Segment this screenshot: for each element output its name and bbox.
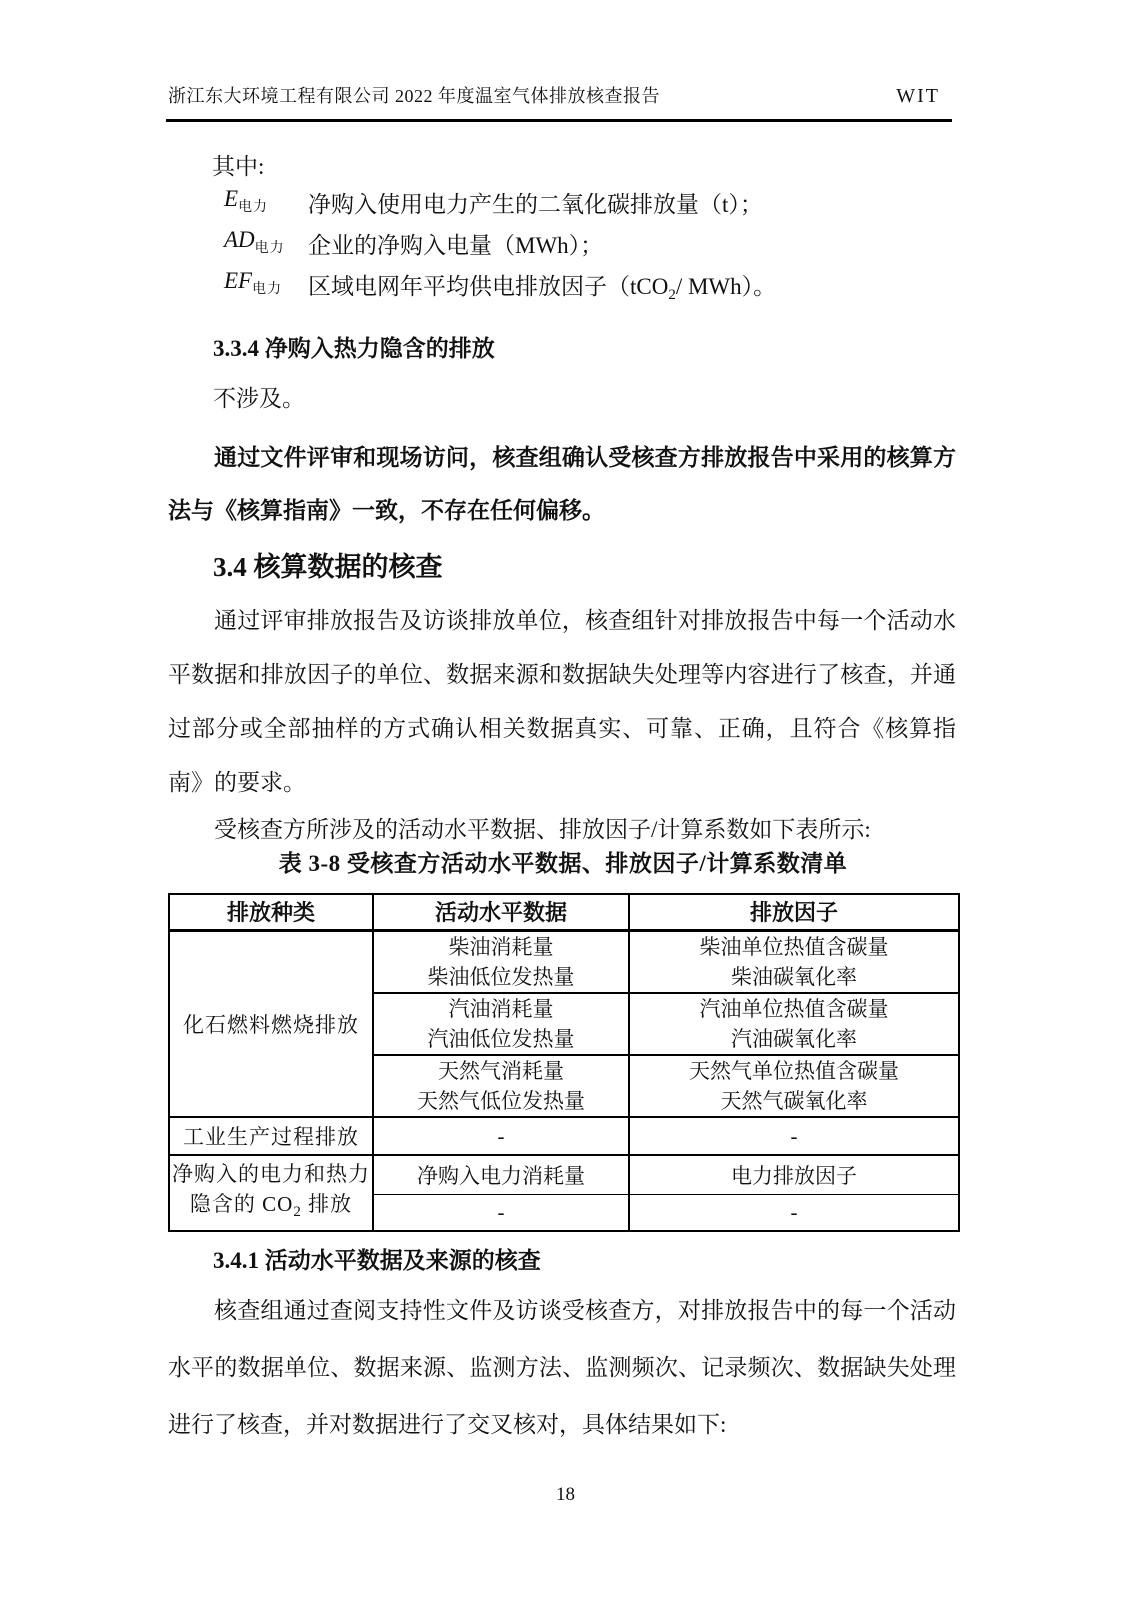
definition-row-ad (168, 227, 956, 259)
header-rule (166, 119, 952, 122)
cell-line: 汽油消耗量 (448, 997, 554, 1021)
table-row (169, 930, 959, 993)
cell-line: 天然气碳氧化率 (720, 1089, 868, 1113)
section-heading-34: 3.4 核算数据的核查 (213, 552, 443, 582)
section-conclusion-334: 通过文件评审和现场访问，核查组确认受核查方排放报告中采用的核算方法与《核算指南》一致，不存在任何偏移。 (168, 445, 956, 523)
description-pre: 区域电网年平均供电排放因子（tCO (308, 274, 669, 299)
definition-row-e (168, 186, 956, 218)
cell-text: 排放 (301, 1192, 353, 1216)
symbol-subscript: 电力 (254, 241, 285, 256)
cell-line: 天然气消耗量 (438, 1059, 564, 1083)
term-description (308, 268, 776, 304)
paragraph-3: 核查组通过查阅支持性文件及访谈受核查方，对排放报告中的每一个活动水平的数据单位、数据来源、监测方法、监测频次、记录频次、数据缺失处理进行了核查，并对数据进行了交叉核对，具体结果如下: (168, 1298, 956, 1437)
cell-line: 汽油单位热值含碳量 (699, 997, 889, 1021)
term-symbol-ad (224, 227, 285, 257)
factor-cell: - (629, 1117, 959, 1155)
factor-cell (629, 993, 959, 1055)
table-caption: 表 3-8 受核查方活动水平数据、排放因子/计算系数清单 (278, 851, 848, 876)
symbol-text: E (224, 186, 239, 211)
cell-line: 柴油碳氧化率 (731, 964, 857, 989)
page-number: 18 (556, 1484, 575, 1505)
activity-cell (373, 930, 629, 993)
report-title: 浙江东大环境工程有限公司 2022 年度温室气体排放核查报告 (168, 86, 660, 106)
table-header-category: 排放种类 (169, 894, 373, 930)
factor-cell: - (629, 1194, 959, 1231)
wit-logo: WIT (896, 85, 940, 107)
factor-cell: 电力排放因子 (629, 1155, 959, 1194)
co2-subscript: 2 (293, 1204, 302, 1220)
category-cell-electricity (169, 1155, 373, 1231)
cell-line: 汽油低位发热量 (427, 1027, 575, 1051)
cell-text: 隐含的 CO (189, 1192, 294, 1216)
table-header-row (169, 894, 959, 930)
section-body-334: 不涉及。 (213, 386, 305, 411)
cell-line: 净购入的电力和热力 (172, 1162, 370, 1186)
table-row (169, 1155, 959, 1194)
symbol-text: EF (224, 268, 253, 293)
activity-cell (373, 1055, 629, 1117)
cell-line: 天然气低位发热量 (417, 1089, 585, 1113)
section-heading-334: 3.3.4 净购入热力隐含的排放 (213, 336, 495, 361)
term-description: 净购入使用电力产生的二氧化碳排放量（t）； (308, 192, 763, 217)
paragraph-2: 受核查方所涉及的活动水平数据、排放因子/计算系数如下表所示: (214, 817, 871, 842)
lead-text: 其中: (212, 154, 265, 179)
page-header (168, 82, 954, 108)
cell-line: 天然气单位热值含碳量 (689, 1059, 899, 1083)
term-symbol-ef (224, 268, 282, 298)
symbol-subscript: 电力 (252, 282, 283, 297)
description-post: / MWh）。 (675, 274, 777, 299)
cell-line: 柴油单位热值含碳量 (699, 934, 889, 959)
category-cell-fossil: 化石燃料燃烧排放 (169, 930, 373, 1117)
cell-line: 柴油消耗量 (448, 934, 554, 959)
cell-line: 汽油碳氧化率 (731, 1027, 857, 1051)
co2-subscript: 2 (668, 287, 676, 303)
activity-cell (373, 993, 629, 1055)
section-heading-341: 3.4.1 活动水平数据及来源的核查 (213, 1248, 541, 1273)
table-row (169, 1117, 959, 1155)
definition-row-ef (168, 268, 956, 303)
paragraph-1: 通过评审排放报告及访谈排放单位，核查组针对排放报告中每一个活动水平数据和排放因子的单位、数据来源和数据缺失处理等内容进行了核查，并通过部分或全部抽样的方式确认相关数据真实、可靠、正确，且符合《核算指南》的要求。 (168, 608, 956, 795)
term-description: 企业的净购入电量（MWh）； (308, 233, 604, 258)
activity-cell: - (373, 1117, 629, 1155)
table-header-factor: 排放因子 (629, 894, 959, 930)
table-header-activity: 活动水平数据 (373, 894, 629, 930)
factor-cell (629, 1055, 959, 1117)
activity-cell: - (373, 1194, 629, 1231)
cell-line: 柴油低位发热量 (427, 964, 575, 989)
factor-cell (629, 930, 959, 993)
symbol-text: AD (224, 227, 255, 252)
category-cell-process: 工业生产过程排放 (169, 1117, 373, 1155)
term-symbol-e (224, 186, 268, 216)
cell-line (170, 1189, 372, 1227)
data-table (168, 893, 960, 1232)
activity-cell: 净购入电力消耗量 (373, 1155, 629, 1194)
symbol-subscript: 电力 (238, 200, 269, 215)
